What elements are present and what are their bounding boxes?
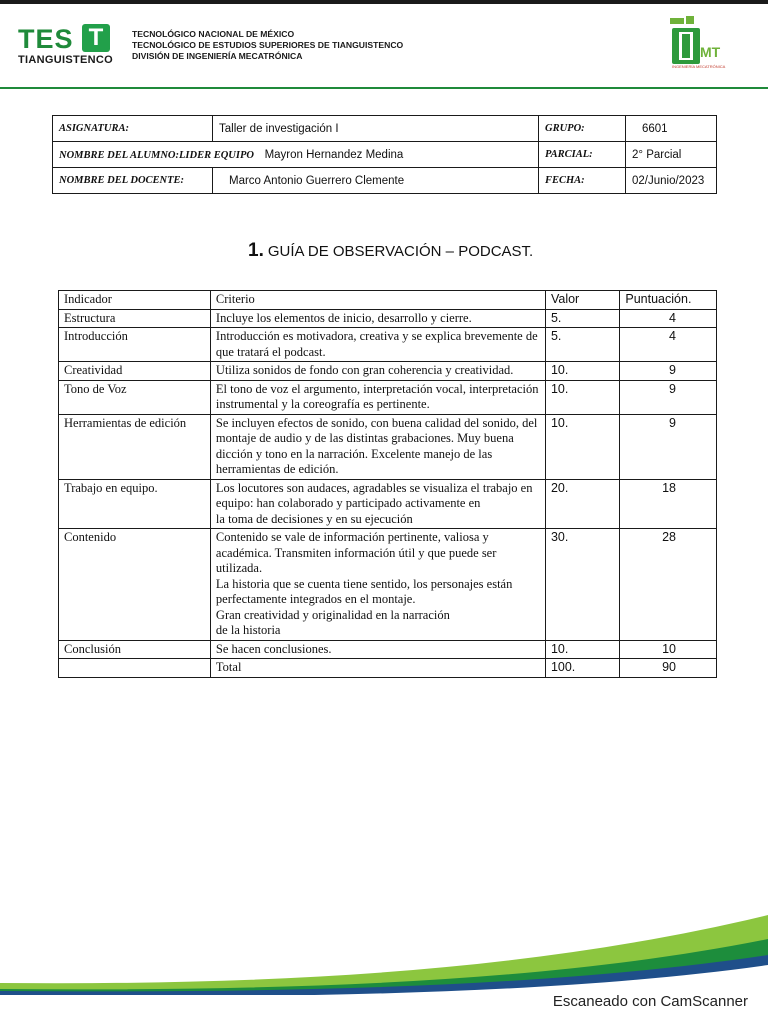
cell-criterio: El tono de voz el argumento, interpretación vocal, interpretación instrumental y la coreografía es pertinente.	[210, 380, 545, 414]
table-row	[59, 380, 717, 414]
cell-valor: 10.	[545, 640, 619, 659]
top-border-line	[0, 0, 768, 4]
institution-line-3: DIVISIÓN DE INGENIERÍA MECATRÓNICA	[132, 51, 303, 61]
camscanner-watermark: Escaneado con CamScanner	[552, 993, 748, 1010]
header-valor: Valor	[545, 291, 619, 310]
cell-indicador: Contenido	[59, 529, 211, 641]
cell-valor: 10.	[545, 380, 619, 414]
fecha-value: 02/Junio/2023	[626, 168, 717, 194]
table-row	[59, 362, 717, 381]
parcial-label: PARCIAL:	[539, 142, 626, 168]
table-row	[59, 309, 717, 328]
cell-puntuacion: 18	[620, 479, 717, 529]
fecha-label: FECHA:	[539, 168, 626, 194]
cell-valor: 30.	[545, 529, 619, 641]
header-indicador: Indicador	[59, 291, 211, 310]
total-valor: 100.	[545, 659, 619, 678]
cell-valor: 10.	[545, 362, 619, 381]
mechatronics-logo-subtitle: INGENIERÍA MECATRÓNICA	[672, 64, 726, 69]
asignatura-label: ASIGNATURA:	[53, 116, 213, 142]
cell-valor: 5.	[545, 309, 619, 328]
cell-puntuacion: 9	[620, 380, 717, 414]
cell-puntuacion: 9	[620, 414, 717, 479]
table-row	[59, 529, 717, 641]
header-criterio: Criterio	[210, 291, 545, 310]
alumno-cell	[53, 142, 539, 168]
cell-criterio: Se incluyen efectos de sonido, con buena calidad del sonido, del montaje de audio y de las distintas grabaciones. Muy buena dicción y tono en la narración. Excelente manejo de las herramientas de edición.	[210, 414, 545, 479]
rubric-table	[58, 290, 717, 678]
asignatura-value: Taller de investigación I	[213, 116, 539, 142]
footer-wave-decoration	[0, 905, 768, 995]
cell-criterio: Utiliza sonidos de fondo con gran coherencia y creatividad.	[210, 362, 545, 381]
institution-heading	[132, 29, 403, 62]
table-row	[59, 640, 717, 659]
mechatronics-logo-text: MT	[700, 44, 721, 60]
title-number: 1.	[248, 240, 264, 261]
cell-indicador: Estructura	[59, 309, 211, 328]
cell-indicador: Creatividad	[59, 362, 211, 381]
cell-indicador: Introducción	[59, 328, 211, 362]
cell-puntuacion: 28	[620, 529, 717, 641]
institution-line-1: TECNOLÓGICO NACIONAL DE MÉXICO	[132, 29, 295, 39]
tes-logo-badge: T	[82, 24, 110, 52]
cell-puntuacion: 4	[620, 328, 717, 362]
rubric-header-row	[59, 291, 717, 310]
table-row	[59, 479, 717, 529]
cell-criterio: Los locutores son audaces, agradables se visualiza el trabajo en equipo: han colaborado y participado activamente en la toma de decisiones y en su ejecución	[210, 479, 545, 529]
info-row-docente	[53, 168, 717, 194]
grupo-value: 6601	[626, 116, 717, 142]
cell-indicador: Tono de Voz	[59, 380, 211, 414]
cell-indicador: Herramientas de edición	[59, 414, 211, 479]
tes-logo	[18, 24, 122, 68]
tes-logo-subtitle: TIANGUISTENCO	[18, 54, 113, 66]
table-row	[59, 328, 717, 362]
student-info-table	[52, 115, 717, 194]
alumno-value: Mayron Hernandez Medina	[264, 148, 404, 161]
parcial-value: 2° Parcial	[626, 142, 717, 168]
total-label: Total	[210, 659, 545, 678]
cell-criterio: Introducción es motivadora, creativa y se explica brevemente de que tratará el podcast.	[210, 328, 545, 362]
alumno-label: NOMBRE DEL ALUMNO:LIDER EQUIPO	[59, 149, 254, 161]
info-row-alumno	[53, 142, 717, 168]
cell-puntuacion: 9	[620, 362, 717, 381]
cell-valor: 10.	[545, 414, 619, 479]
table-row	[59, 414, 717, 479]
cell-indicador: Conclusión	[59, 640, 211, 659]
cell-valor: 20.	[545, 479, 619, 529]
cell-criterio: Contenido se vale de información pertinente, valiosa y académica. Transmiten información útil y que puede ser utilizada. La historia que se cuenta tiene sentido, los personajes están perfectamente integrados en el montaje. Gran creatividad y originalidad en la narración de la historia	[210, 529, 545, 641]
page-title	[248, 240, 533, 262]
tes-logo-word: TES	[18, 24, 74, 54]
cell-puntuacion: 4	[620, 309, 717, 328]
docente-value: Marco Antonio Guerrero Clemente	[213, 168, 539, 194]
cell-valor: 5.	[545, 328, 619, 362]
cell-criterio: Se hacen conclusiones.	[210, 640, 545, 659]
docente-label: NOMBRE DEL DOCENTE:	[53, 168, 213, 194]
total-puntuacion: 90	[620, 659, 717, 678]
cell-total-blank	[59, 659, 211, 678]
cell-criterio: Incluye los elementos de inicio, desarrollo y cierre.	[210, 309, 545, 328]
header-puntuacion: Puntuación.	[620, 291, 717, 310]
header-divider	[0, 87, 768, 89]
title-text: GUÍA DE OBSERVACIÓN – PODCAST.	[267, 243, 534, 260]
cell-indicador: Trabajo en equipo.	[59, 479, 211, 529]
cell-puntuacion: 10	[620, 640, 717, 659]
info-row-asignatura	[53, 116, 717, 142]
institution-line-2: TECNOLÓGICO DE ESTUDIOS SUPERIORES DE TIANGUISTENCO	[132, 40, 404, 50]
grupo-label: GRUPO:	[539, 116, 626, 142]
total-row	[59, 659, 717, 678]
